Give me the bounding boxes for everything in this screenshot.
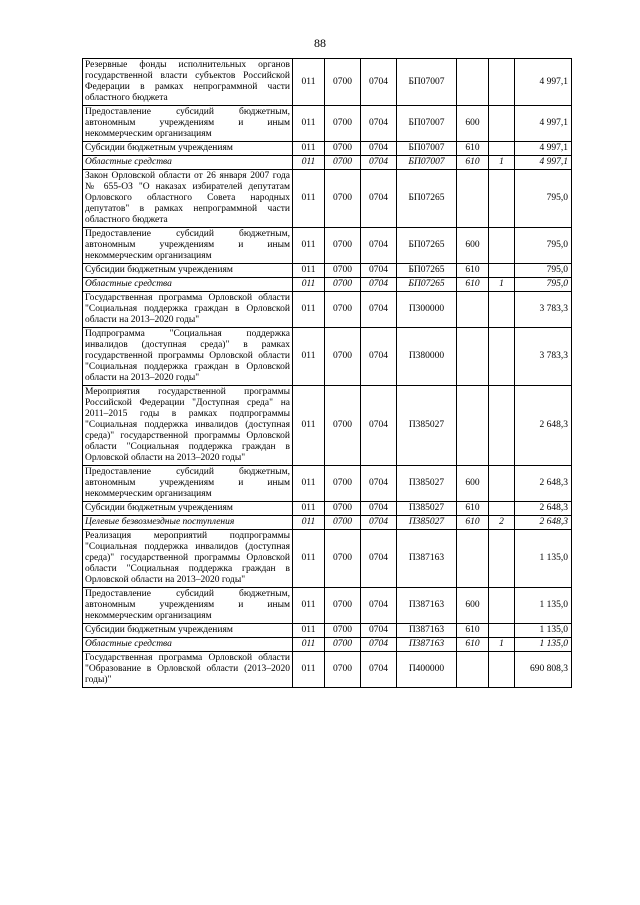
- section-code-cell: 0700: [325, 502, 361, 516]
- expense-type-code-cell: [457, 170, 489, 228]
- target-article-code-cell: П380000: [397, 328, 457, 386]
- subsection-code-cell: 0704: [361, 170, 397, 228]
- target-article-code-cell: БП07265: [397, 264, 457, 278]
- table-row: [83, 106, 572, 142]
- section-code-cell: 0700: [325, 278, 361, 292]
- expense-type-code-cell: 610: [457, 624, 489, 638]
- subsection-code-cell: 0704: [361, 292, 397, 328]
- amount-cell: 1 135,0: [515, 588, 572, 624]
- subsection-code-cell: 0704: [361, 328, 397, 386]
- table-row: [83, 502, 572, 516]
- row-name-cell: Государственная программа Орловской области "Социальная поддержка граждан в Орловской области на 2013–2020 годы": [83, 292, 293, 328]
- target-article-code-cell: БП07007: [397, 142, 457, 156]
- funding-source-code-cell: 1: [489, 278, 515, 292]
- table-row: [83, 516, 572, 530]
- funding-source-code-cell: 2: [489, 516, 515, 530]
- funding-source-code-cell: [489, 228, 515, 264]
- target-article-code-cell: П400000: [397, 652, 457, 688]
- section-code-cell: 0700: [325, 156, 361, 170]
- amount-cell: 4 997,1: [515, 156, 572, 170]
- subsection-code-cell: 0704: [361, 638, 397, 652]
- table-row: [83, 624, 572, 638]
- funding-source-code-cell: 1: [489, 156, 515, 170]
- subsection-code-cell: 0704: [361, 156, 397, 170]
- row-name-cell: Мероприятия государственной программы Российской Федерации "Доступная среда" на 2011–2015 годы в рамках подпрограммы "Социальная поддержка инвалидов (доступная среда)" государственной программы Орловской области "Социальная поддержка граждан в Орловской области на 2013–2020 годы": [83, 386, 293, 466]
- admin-code-cell: 011: [293, 466, 325, 502]
- row-name-cell: Предоставление субсидий бюджетным, автономным учреждениям и иным некоммерческим организациям: [83, 588, 293, 624]
- section-code-cell: 0700: [325, 466, 361, 502]
- table-row: [83, 530, 572, 588]
- section-code-cell: 0700: [325, 106, 361, 142]
- amount-cell: 795,0: [515, 264, 572, 278]
- section-code-cell: 0700: [325, 328, 361, 386]
- section-code-cell: 0700: [325, 516, 361, 530]
- expense-type-code-cell: 610: [457, 264, 489, 278]
- section-code-cell: 0700: [325, 264, 361, 278]
- amount-cell: 1 135,0: [515, 530, 572, 588]
- subsection-code-cell: 0704: [361, 228, 397, 264]
- expense-type-code-cell: [457, 292, 489, 328]
- expense-type-code-cell: [457, 328, 489, 386]
- amount-cell: 1 135,0: [515, 624, 572, 638]
- table-row: [83, 228, 572, 264]
- funding-source-code-cell: [489, 588, 515, 624]
- funding-source-code-cell: 1: [489, 638, 515, 652]
- section-code-cell: 0700: [325, 170, 361, 228]
- target-article-code-cell: П385027: [397, 386, 457, 466]
- expense-type-code-cell: [457, 59, 489, 106]
- target-article-code-cell: БП07265: [397, 228, 457, 264]
- row-name-cell: Областные средства: [83, 278, 293, 292]
- funding-source-code-cell: [489, 328, 515, 386]
- subsection-code-cell: 0704: [361, 106, 397, 142]
- admin-code-cell: 011: [293, 638, 325, 652]
- expense-type-code-cell: 600: [457, 228, 489, 264]
- row-name-cell: Предоставление субсидий бюджетным, автономным учреждениям и иным некоммерческим организациям: [83, 228, 293, 264]
- admin-code-cell: 011: [293, 142, 325, 156]
- target-article-code-cell: БП07007: [397, 106, 457, 142]
- funding-source-code-cell: [489, 502, 515, 516]
- row-name-cell: Государственная программа Орловской области "Образование в Орловской области (2013–2020 годы)": [83, 652, 293, 688]
- amount-cell: 3 783,3: [515, 328, 572, 386]
- target-article-code-cell: П385027: [397, 502, 457, 516]
- amount-cell: 795,0: [515, 170, 572, 228]
- funding-source-code-cell: [489, 142, 515, 156]
- admin-code-cell: 011: [293, 530, 325, 588]
- target-article-code-cell: П387163: [397, 530, 457, 588]
- subsection-code-cell: 0704: [361, 624, 397, 638]
- table-row: [83, 652, 572, 688]
- admin-code-cell: 011: [293, 170, 325, 228]
- subsection-code-cell: 0704: [361, 588, 397, 624]
- table-row: [83, 588, 572, 624]
- subsection-code-cell: 0704: [361, 59, 397, 106]
- admin-code-cell: 011: [293, 652, 325, 688]
- table-row: [83, 59, 572, 106]
- row-name-cell: Областные средства: [83, 156, 293, 170]
- table-row: [83, 170, 572, 228]
- row-name-cell: Закон Орловской области от 26 января 2007 года № 655-ОЗ "О наказах избирателей депутатам Орловского областного Совета народных депутатов" в рамках непрограммной части областного бюджета: [83, 170, 293, 228]
- row-name-cell: Предоставление субсидий бюджетным, автономным учреждениям и иным некоммерческим организациям: [83, 106, 293, 142]
- target-article-code-cell: П387163: [397, 638, 457, 652]
- admin-code-cell: 011: [293, 278, 325, 292]
- funding-source-code-cell: [489, 170, 515, 228]
- expense-type-code-cell: [457, 386, 489, 466]
- funding-source-code-cell: [489, 106, 515, 142]
- section-code-cell: 0700: [325, 142, 361, 156]
- admin-code-cell: 011: [293, 328, 325, 386]
- funding-source-code-cell: [489, 264, 515, 278]
- admin-code-cell: 011: [293, 386, 325, 466]
- subsection-code-cell: 0704: [361, 264, 397, 278]
- target-article-code-cell: П385027: [397, 466, 457, 502]
- target-article-code-cell: П300000: [397, 292, 457, 328]
- subsection-code-cell: 0704: [361, 652, 397, 688]
- target-article-code-cell: П385027: [397, 516, 457, 530]
- row-name-cell: Предоставление субсидий бюджетным, автономным учреждениям и иным некоммерческим организациям: [83, 466, 293, 502]
- table-row: [83, 386, 572, 466]
- funding-source-code-cell: [489, 59, 515, 106]
- section-code-cell: 0700: [325, 530, 361, 588]
- expense-type-code-cell: [457, 652, 489, 688]
- table-body: [83, 59, 572, 688]
- subsection-code-cell: 0704: [361, 386, 397, 466]
- expense-type-code-cell: 610: [457, 142, 489, 156]
- amount-cell: 795,0: [515, 228, 572, 264]
- amount-cell: 2 648,3: [515, 466, 572, 502]
- budget-table: [82, 58, 572, 688]
- subsection-code-cell: 0704: [361, 466, 397, 502]
- admin-code-cell: 011: [293, 228, 325, 264]
- admin-code-cell: 011: [293, 264, 325, 278]
- expense-type-code-cell: 600: [457, 588, 489, 624]
- admin-code-cell: 011: [293, 624, 325, 638]
- funding-source-code-cell: [489, 386, 515, 466]
- section-code-cell: 0700: [325, 652, 361, 688]
- funding-source-code-cell: [489, 624, 515, 638]
- admin-code-cell: 011: [293, 516, 325, 530]
- amount-cell: 690 808,3: [515, 652, 572, 688]
- table-row: [83, 466, 572, 502]
- row-name-cell: Реализация мероприятий подпрограммы "Социальная поддержка инвалидов (доступная среда)" государственной программы Орловской области "Социальная поддержка граждан в Орловской области на 2013–2020 годы": [83, 530, 293, 588]
- expense-type-code-cell: [457, 530, 489, 588]
- expense-type-code-cell: 610: [457, 516, 489, 530]
- expense-type-code-cell: 610: [457, 638, 489, 652]
- row-name-cell: Субсидии бюджетным учреждениям: [83, 624, 293, 638]
- subsection-code-cell: 0704: [361, 278, 397, 292]
- target-article-code-cell: БП07265: [397, 170, 457, 228]
- admin-code-cell: 011: [293, 502, 325, 516]
- amount-cell: 795,0: [515, 278, 572, 292]
- funding-source-code-cell: [489, 530, 515, 588]
- amount-cell: 4 997,1: [515, 59, 572, 106]
- expense-type-code-cell: 600: [457, 466, 489, 502]
- section-code-cell: 0700: [325, 624, 361, 638]
- table-row: [83, 142, 572, 156]
- funding-source-code-cell: [489, 466, 515, 502]
- section-code-cell: 0700: [325, 588, 361, 624]
- section-code-cell: 0700: [325, 228, 361, 264]
- page-number: 88: [314, 36, 326, 50]
- amount-cell: 3 783,3: [515, 292, 572, 328]
- row-name-cell: Субсидии бюджетным учреждениям: [83, 502, 293, 516]
- table-row: [83, 328, 572, 386]
- admin-code-cell: 011: [293, 106, 325, 142]
- expense-type-code-cell: 610: [457, 156, 489, 170]
- section-code-cell: 0700: [325, 292, 361, 328]
- expense-type-code-cell: 610: [457, 502, 489, 516]
- row-name-cell: Резервные фонды исполнительных органов государственной власти субъектов Российской Федерации в рамках непрограммной части областного бюджета: [83, 59, 293, 106]
- expense-type-code-cell: 610: [457, 278, 489, 292]
- section-code-cell: 0700: [325, 59, 361, 106]
- admin-code-cell: 011: [293, 156, 325, 170]
- row-name-cell: Целевые безвозмездные поступления: [83, 516, 293, 530]
- target-article-code-cell: БП07265: [397, 278, 457, 292]
- row-name-cell: Субсидии бюджетным учреждениям: [83, 264, 293, 278]
- funding-source-code-cell: [489, 652, 515, 688]
- funding-source-code-cell: [489, 292, 515, 328]
- subsection-code-cell: 0704: [361, 142, 397, 156]
- subsection-code-cell: 0704: [361, 516, 397, 530]
- row-name-cell: Областные средства: [83, 638, 293, 652]
- target-article-code-cell: П387163: [397, 588, 457, 624]
- amount-cell: 4 997,1: [515, 142, 572, 156]
- subsection-code-cell: 0704: [361, 502, 397, 516]
- section-code-cell: 0700: [325, 638, 361, 652]
- row-name-cell: Субсидии бюджетным учреждениям: [83, 142, 293, 156]
- amount-cell: 2 648,3: [515, 386, 572, 466]
- table-row: [83, 638, 572, 652]
- expense-type-code-cell: 600: [457, 106, 489, 142]
- row-name-cell: Подпрограмма "Социальная поддержка инвалидов (доступная среда)" в рамках государственной программы Орловской области "Социальная поддержка граждан в Орловской области на 2013–2020 годы": [83, 328, 293, 386]
- admin-code-cell: 011: [293, 588, 325, 624]
- subsection-code-cell: 0704: [361, 530, 397, 588]
- target-article-code-cell: П387163: [397, 624, 457, 638]
- amount-cell: 1 135,0: [515, 638, 572, 652]
- table-row: [83, 264, 572, 278]
- admin-code-cell: 011: [293, 292, 325, 328]
- target-article-code-cell: БП07007: [397, 156, 457, 170]
- table-row: [83, 278, 572, 292]
- table-row: [83, 156, 572, 170]
- amount-cell: 4 997,1: [515, 106, 572, 142]
- admin-code-cell: 011: [293, 59, 325, 106]
- section-code-cell: 0700: [325, 386, 361, 466]
- amount-cell: 2 648,3: [515, 502, 572, 516]
- target-article-code-cell: БП07007: [397, 59, 457, 106]
- amount-cell: 2 648,3: [515, 516, 572, 530]
- table-row: [83, 292, 572, 328]
